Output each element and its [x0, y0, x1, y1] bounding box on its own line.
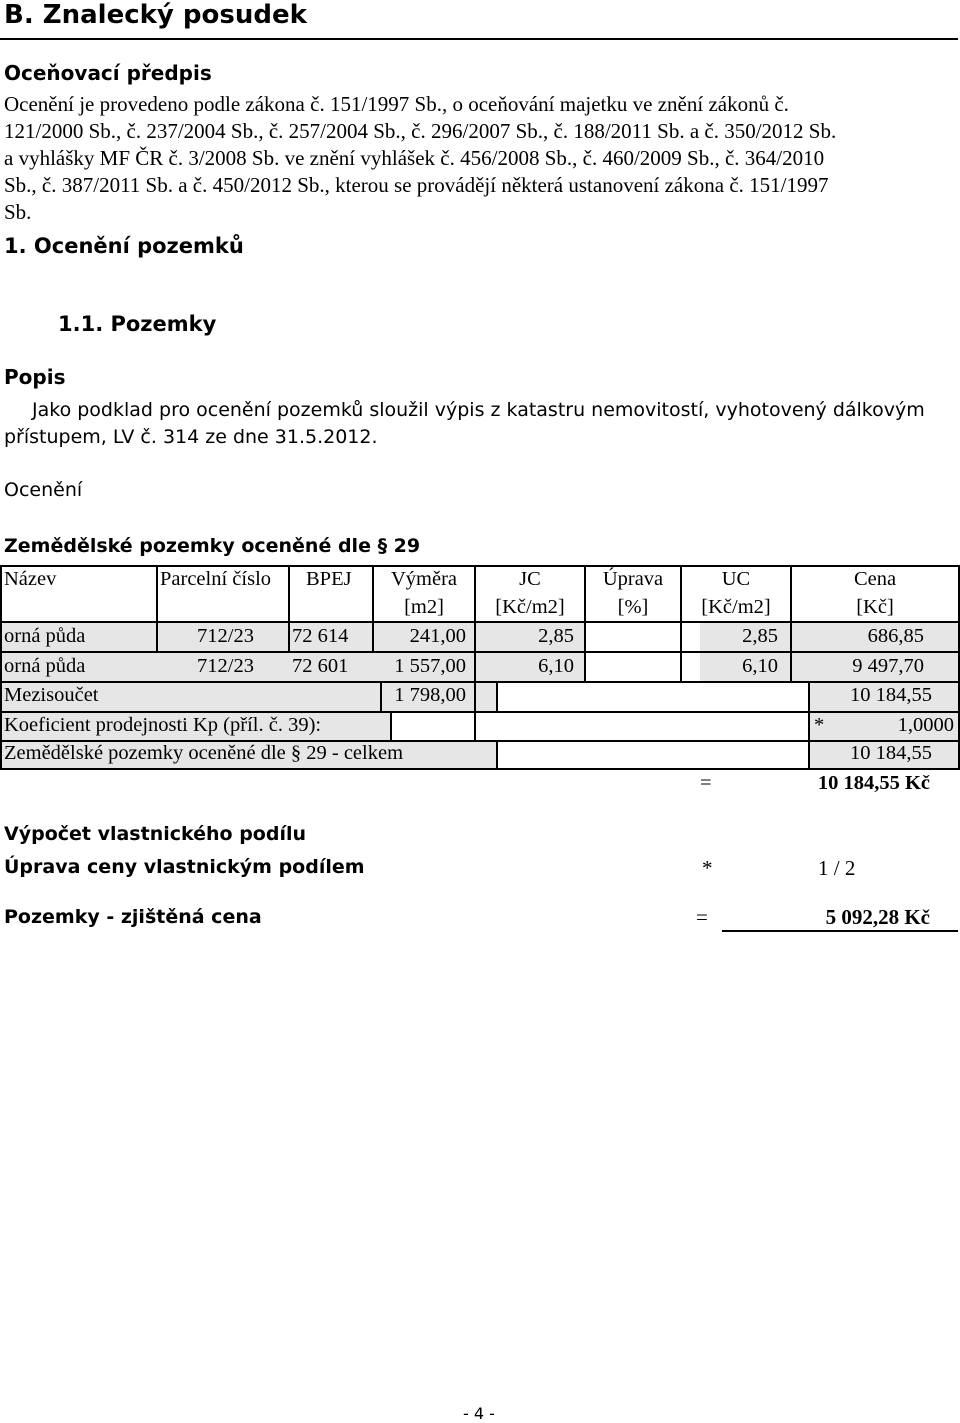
description-text: přístupem, LV č. 314 ze dne 31.5.2012. [4, 426, 378, 448]
table-border [496, 681, 498, 711]
total-price: 10 184,55 [850, 742, 932, 764]
row-parcel: 712/23 [197, 655, 254, 677]
table-title: Zemědělské pozemky oceněné dle § 29 [4, 535, 421, 557]
row-jc: 2,85 [538, 625, 574, 647]
header-jc: JC [519, 568, 541, 590]
row-area: 1 557,00 [394, 655, 466, 677]
total-label: Zemědělské pozemky oceněné dle § 29 - celkem [4, 742, 404, 764]
result-value: 10 184,55 Kč [817, 772, 930, 794]
table-border [0, 651, 960, 653]
row-name: orná půda [4, 625, 86, 647]
table-border [288, 565, 290, 653]
header-bpej: BPEJ [306, 568, 352, 590]
regulation-line: Ocenění je provedeno podle zákona č. 151/1997 Sb., o oceňování majetku ve znění zákonů č. [4, 92, 789, 116]
regulation-line: Sb., č. 387/2011 Sb. a č. 450/2012 Sb., kterou se provádějí některá ustanovení zákona č. 151/1997 [4, 173, 829, 197]
subtotal-price: 10 184,55 [850, 684, 932, 706]
table-border [0, 711, 960, 713]
row-name: orná půda [4, 655, 86, 677]
result-operator: = [700, 772, 712, 794]
ownership-title: Výpočet vlastnického podílu [4, 823, 307, 845]
row-uc: 6,10 [742, 655, 778, 677]
regulation-line: Sb. [4, 200, 32, 224]
total-empty-cell [496, 741, 810, 768]
regulation-title: Oceňovací předpis [4, 61, 212, 85]
row-bpej: 72 614 [292, 625, 349, 647]
table-border [0, 565, 2, 770]
row-price: 9 497,70 [852, 655, 924, 677]
table-border [0, 681, 960, 683]
header-parcel: Parcelní číslo [160, 568, 272, 590]
description-label: Popis [4, 365, 66, 389]
subtotal-area: 1 798,00 [394, 684, 466, 706]
document-heading: B. Znalecký posudek [4, 0, 307, 30]
header-price-unit: [Kč] [856, 596, 894, 618]
header-name: Název [4, 568, 57, 590]
final-price-label: Pozemky - zjištěná cena [4, 906, 262, 928]
row-area: 241,00 [409, 625, 466, 647]
ownership-adjust-operator: * [702, 856, 713, 880]
subtotal-label: Mezisoučet [4, 684, 99, 706]
coefficient-value: 1,0000 [897, 714, 954, 736]
header-adjust: Úprava [602, 568, 664, 590]
table-border [0, 565, 960, 567]
valuation-label: Ocenění [4, 479, 83, 501]
section-heading: 1. Ocenění pozemků [4, 234, 244, 258]
coefficient-operator: * [814, 714, 825, 736]
table-border [390, 711, 392, 741]
row-bpej: 72 601 [292, 655, 349, 677]
final-price-operator: = [696, 905, 708, 929]
final-price-underline [722, 930, 958, 932]
table-border [474, 565, 476, 741]
header-uc-unit: [Kč/m2] [701, 596, 771, 618]
header-area: Výměra [390, 568, 458, 590]
regulation-line: a vyhlášky MF ČR č. 3/2008 Sb. ve znění vyhlášek č. 456/2008 Sb., č. 460/2009 Sb., č. 364/2010 [4, 146, 825, 170]
final-price-value: 5 092,28 Kč [825, 905, 930, 929]
subtotal-empty-cell [496, 682, 810, 711]
header-price: Cena [853, 568, 897, 590]
row-parcel: 712/23 [197, 625, 254, 647]
table-border [0, 621, 960, 623]
table-border [496, 740, 498, 770]
header-jc-unit: [Kč/m2] [495, 596, 565, 618]
ownership-adjust-label: Úprava ceny vlastnickým podílem [4, 856, 365, 878]
page-number: - 4 - [463, 1404, 495, 1423]
description-text: Jako podklad pro ocenění pozemků sloužil výpis z katastru nemovitostí, vyhotovený dálkovým [32, 399, 925, 421]
table-border [0, 768, 960, 770]
row-uc: 2,85 [742, 625, 778, 647]
ownership-adjust-value: 1 / 2 [818, 856, 856, 880]
header-area-unit: [m2] [404, 596, 444, 618]
coefficient-label: Koeficient prodejnosti Kp (příl. č. 39): [4, 714, 322, 736]
header-adjust-unit: [%] [617, 596, 649, 618]
regulation-line: 121/2000 Sb., č. 237/2004 Sb., č. 257/2004 Sb., č. 296/2007 Sb., č. 188/2011 Sb. a č. 350/2012 Sb. [4, 119, 837, 143]
subsection-heading: 1.1. Pozemky [58, 312, 217, 336]
row-price: 686,85 [867, 625, 924, 647]
row-jc: 6,10 [538, 655, 574, 677]
header-uc: UC [721, 568, 751, 590]
coefficient-empty-cell [392, 712, 810, 741]
